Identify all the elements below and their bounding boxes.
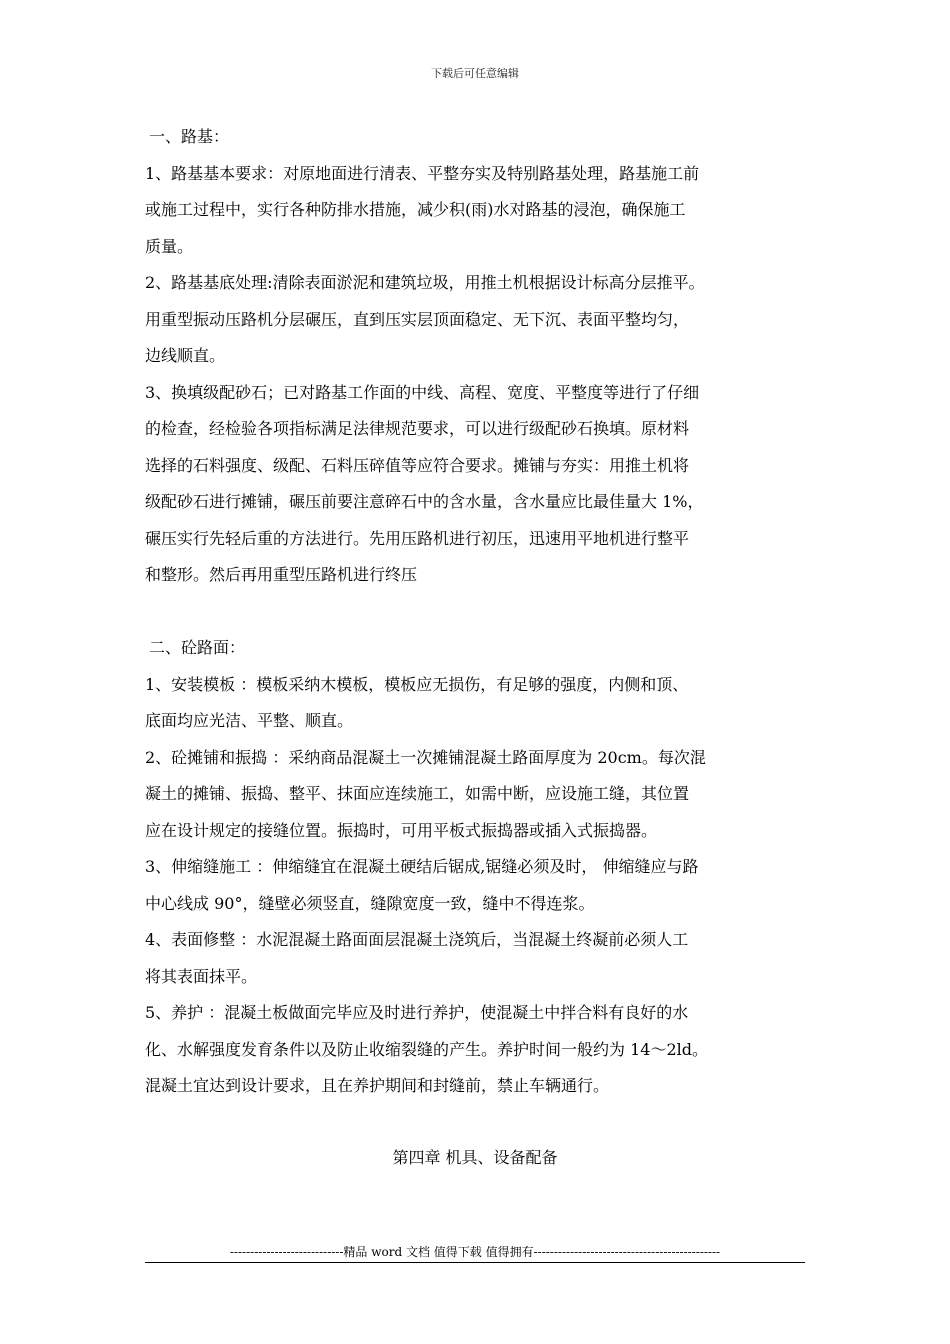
paragraph-line: 将其表面抹平。 xyxy=(145,966,258,986)
paragraph-line: 凝土的摊铺、振捣、整平、抹面应连续施工，如需中断，应设施工缝，其位置 xyxy=(145,784,690,803)
section-heading-roadbed: 一、路基： xyxy=(149,127,230,146)
paragraph-line: 混凝土宜达到设计要求，且在养护期间和封缝前，禁止车辆通行。 xyxy=(145,1076,610,1095)
paragraph-line: 1、路基基本要求：对原地面进行清表、平整夯实及特别路基处理，路基施工前 xyxy=(145,163,700,183)
chapter-title: 第四章 机具、设备配备 xyxy=(392,1148,558,1167)
paragraph-line: 级配砂石进行摊铺，碾压前要注意碎石中的含水量，含水量应比最佳量大 1%， xyxy=(145,492,704,511)
paragraph-line: 质量。 xyxy=(145,236,194,256)
section-heading-concrete-pavement: 二、砼路面： xyxy=(149,638,246,657)
paragraph-line: 应在设计规定的接缝位置。振捣时，可用平板式振捣器或插入式振捣器。 xyxy=(145,820,658,840)
paragraph-line: 3、换填级配砂石；已对路基工作面的中线、高程、宽度、平整度等进行了仔细 xyxy=(145,382,700,402)
paragraph-line: 的检查，经检验各项指标满足法律规范要求，可以进行级配砂石换填。原材料 xyxy=(145,419,690,438)
paragraph-line: 化、水解强度发育条件以及防止收缩裂缝的产生。养护时间一般约为 14～2ld。 xyxy=(145,1039,708,1059)
paragraph-line: 碾压实行先轻后重的方法进行。先用压路机进行初压，迅速用平地机进行整平 xyxy=(145,528,690,548)
page-header: 下载后可任意编辑 xyxy=(431,67,519,80)
paragraph-line: 5、养护 ：混凝土板做面完毕应及时进行养护，使混凝土中拌合料有良好的水 xyxy=(145,1003,689,1022)
paragraph-line: 选择的石料强度、级配、石料压碎值等应符合要求。摊铺与夯实：用推土机将 xyxy=(145,455,690,475)
paragraph-line: 4、表面修整 ：水泥混凝土路面面层混凝土浇筑后，当混凝土终凝前必须人工 xyxy=(145,930,689,949)
page-footer: ----------------------------精品 word 文档 值得下载 值得拥有---------------------------------------------- xyxy=(145,1242,805,1263)
paragraph-line: 中心线成 90°，缝壁必须竖直，缝隙宽度一致，缝中不得连浆。 xyxy=(145,893,595,913)
paragraph-line: 2、路基基底处理:清除表面淤泥和建筑垃圾，用推土机根据设计标高分层推平。 xyxy=(145,273,705,292)
paragraph-line: 和整形。然后再用重型压路机进行终压 xyxy=(145,565,418,584)
paragraph-line: 用重型振动压路机分层碾压，直到压实层顶面稳定、无下沉、表面平整均匀， xyxy=(145,309,690,329)
paragraph-line: 或施工过程中，实行各种防排水措施，减少积(雨)水对路基的浸泡，确保施工 xyxy=(145,200,686,219)
paragraph-line: 2、砼摊铺和振捣 ：采纳商品混凝土一次摊铺混凝土路面厚度为 20cm。每次混 xyxy=(145,747,706,767)
paragraph-line: 3、伸缩缝施工 ：伸缩缝宜在混凝土硬结后锯成,锯缝必须及时， 伸缩缝应与路 xyxy=(145,857,699,876)
document-body xyxy=(145,119,815,1105)
blank-line xyxy=(145,594,815,631)
paragraph-line: 边线顺直。 xyxy=(145,346,226,365)
paragraph-line: 底面均应光洁、平整、顺直。 xyxy=(145,711,354,730)
paragraph-line: 1、安装模板 ：模板采纳木模板，模板应无损伤，有足够的强度，内侧和顶、 xyxy=(145,674,689,694)
